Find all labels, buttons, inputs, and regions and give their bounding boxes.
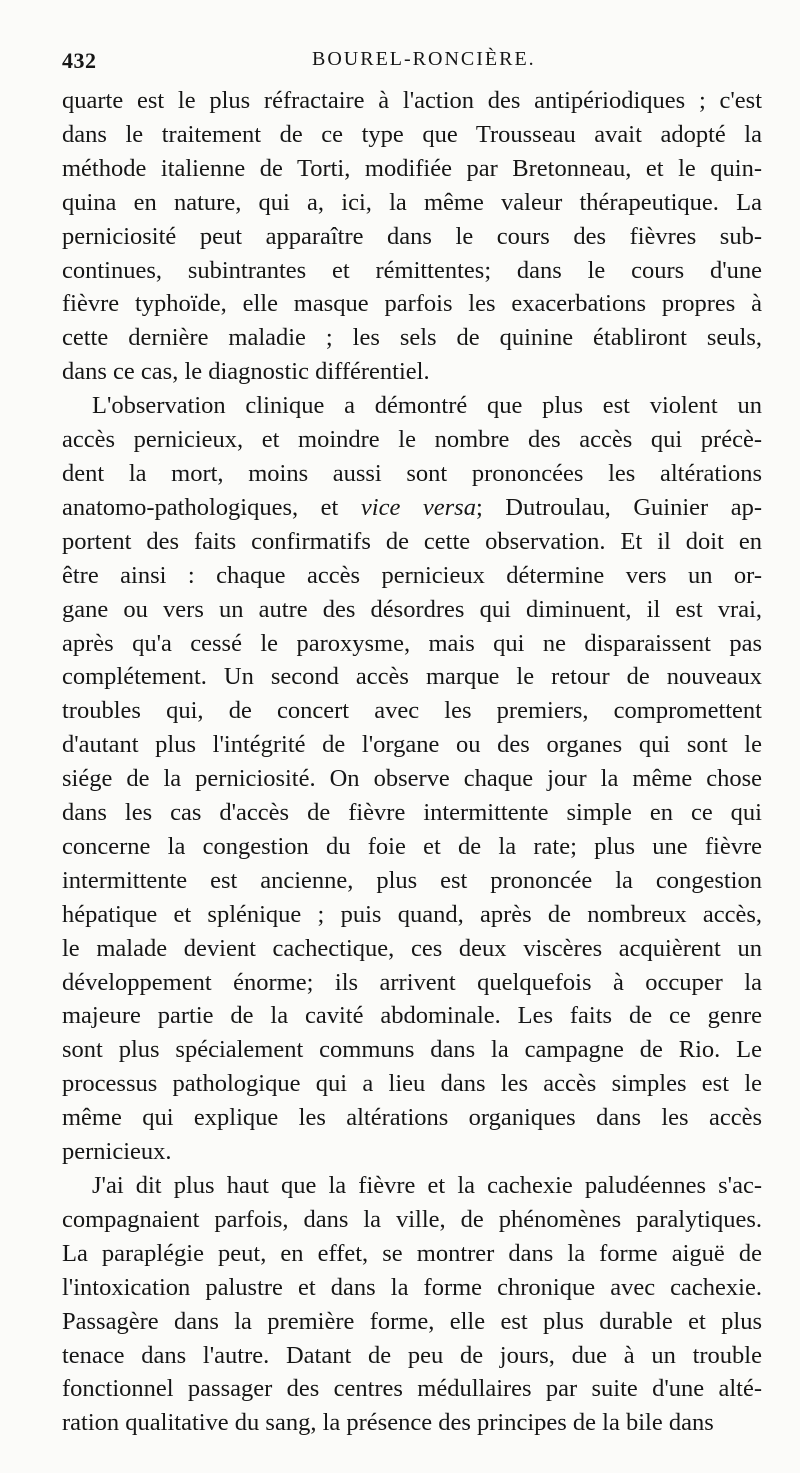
text-line: dans ce cas, le diagnostic différentiel. — [62, 358, 430, 386]
text-line: intermittente est ancienne, plus est prononcée la congestion — [62, 866, 762, 894]
text-line: méthode italienne de Torti, modifiée par Bretonneau, et le quin- — [62, 154, 762, 182]
text-line: fièvre typhoïde, elle masque parfois les exacerbations propres à — [62, 290, 762, 318]
text-line: processus pathologique qui a lieu dans les accès simples est le — [62, 1070, 762, 1098]
text-line: La paraplégie peut, en effet, se montrer dans la forme aiguë de — [62, 1239, 762, 1267]
text-line: continues, subintrantes et rémittentes; dans le cours d'une — [62, 256, 762, 284]
text-line: après qu'a cessé le paroxysme, mais qui ne disparaissent pas — [62, 629, 762, 657]
text-line: L'observation clinique a démontré que plus est violent un — [92, 392, 762, 420]
paragraph — [62, 1169, 762, 1440]
text-line: fonctionnel passager des centres médullaires par suite d'une alté- — [62, 1375, 762, 1403]
text-line: dans les cas d'accès de fièvre intermittente simple en ce qui — [62, 799, 762, 827]
text-line: cette dernière maladie ; les sels de quinine établiront seuls, — [62, 324, 762, 352]
text-line: compagnaient parfois, dans la ville, de phénomènes paralytiques. — [62, 1205, 762, 1233]
text-line: hépatique et splénique ; puis quand, après de nombreux accès, — [62, 900, 762, 928]
text-line: J'ai dit plus haut que la fièvre et la cachexie paludéennes s'ac- — [92, 1172, 762, 1199]
text-line: d'autant plus l'intégrité de l'organe ou des organes qui sont le — [62, 731, 762, 759]
running-header — [62, 40, 762, 80]
body-text — [62, 84, 762, 1440]
text-line: troubles qui, de concert avec les premiers, compromettent — [62, 697, 762, 725]
text-line: même qui explique les altérations organiques dans les accès — [62, 1104, 762, 1132]
text-line: l'intoxication palustre et dans la forme chronique avec cachexie. — [62, 1273, 762, 1301]
page-number: 432 — [62, 48, 97, 73]
text-line: dent la mort, moins aussi sont prononcées les altérations — [62, 459, 762, 487]
text-line: majeure partie de la cavité abdominale. Les faits de ce genre — [62, 1002, 762, 1030]
running-title: BOUREL-RONCIÈRE. — [312, 48, 536, 70]
text-line: être ainsi : chaque accès pernicieux détermine vers un or- — [62, 561, 762, 589]
text-line: sont plus spécialement communs dans la campagne de Rio. Le — [62, 1036, 762, 1064]
text-line: ration qualitative du sang, la présence des principes de la bile dans — [62, 1409, 714, 1437]
text-line: quina en nature, qui a, ici, la même valeur thérapeutique. La — [62, 188, 762, 216]
text-line: anatomo-pathologiques, et vice versa; Dutroulau, Guinier ap- — [62, 493, 763, 521]
text-line: le malade devient cachectique, ces deux viscères acquièrent un — [62, 934, 762, 962]
text-line: tenace dans l'autre. Datant de peu de jours, due à un trouble — [62, 1341, 762, 1369]
text-line: Passagère dans la première forme, elle est plus durable et plus — [62, 1307, 762, 1335]
text-line: accès pernicieux, et moindre le nombre des accès qui précè- — [62, 426, 762, 454]
text-line: portent des faits confirmatifs de cette observation. Et il doit en — [62, 527, 762, 555]
text-line: siége de la perniciosité. On observe chaque jour la même chose — [62, 765, 762, 793]
text-line: complétement. Un second accès marque le retour de nouveaux — [62, 663, 762, 691]
text-line: concerne la congestion du foie et de la rate; plus une fièvre — [62, 832, 762, 860]
text-line: développement énorme; ils arrivent quelquefois à occuper la — [62, 968, 762, 996]
paragraph — [62, 389, 762, 1169]
text-line: perniciosité peut apparaître dans le cours des fièvres sub- — [62, 222, 762, 250]
text-line: gane ou vers un autre des désordres qui diminuent, il est vrai, — [62, 595, 762, 623]
paragraph — [62, 84, 762, 389]
text-line: dans le traitement de ce type que Trousseau avait adopté la — [62, 120, 762, 148]
text-line: quarte est le plus réfractaire à l'action des antipériodiques ; c'est — [62, 87, 762, 114]
text-line: pernicieux. — [62, 1138, 172, 1166]
